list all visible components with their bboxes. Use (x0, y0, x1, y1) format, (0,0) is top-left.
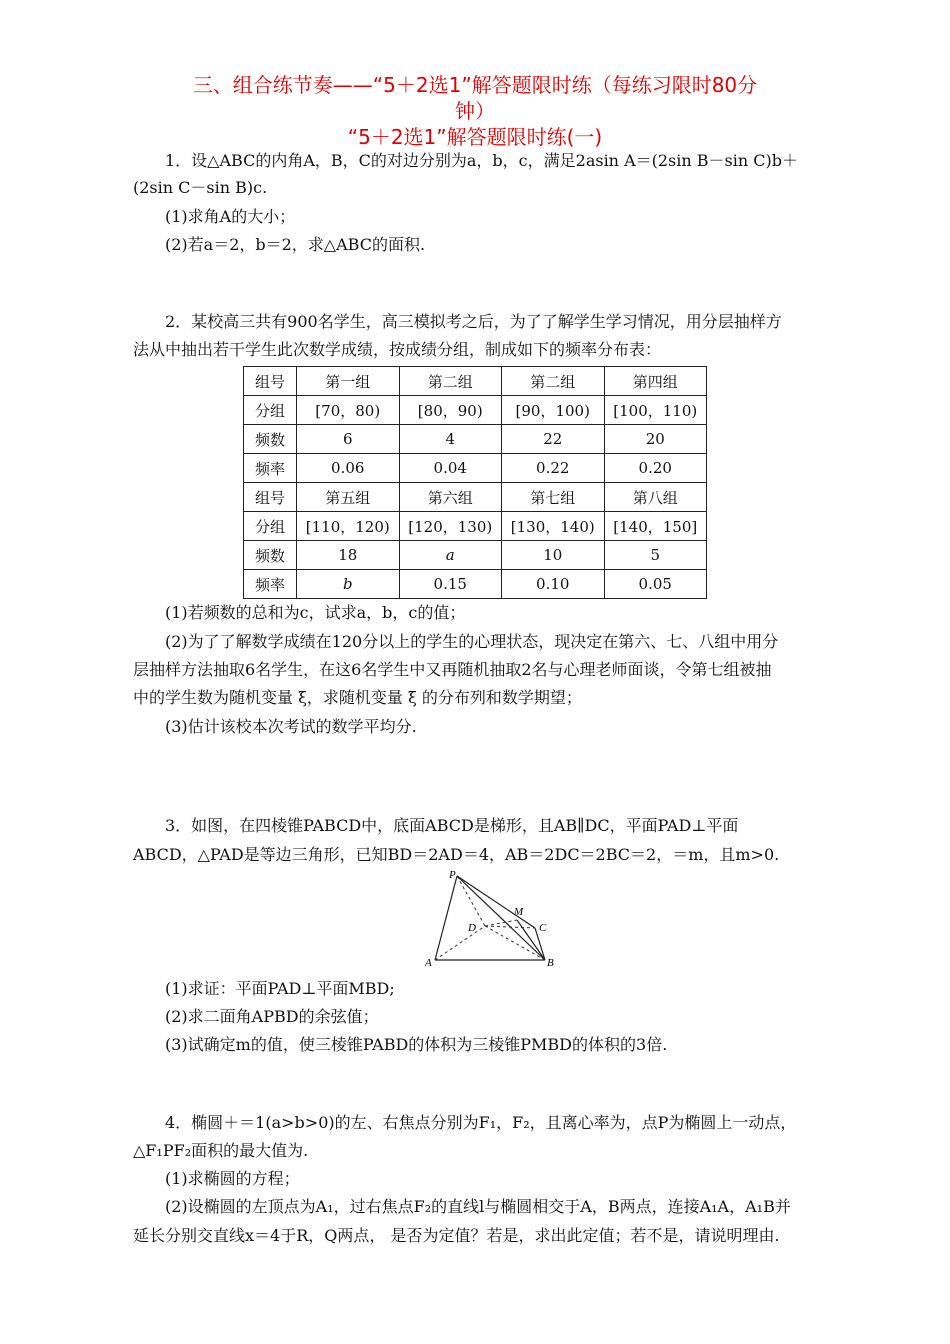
table-row (244, 367, 707, 396)
q2-part3: (3)估计该校本次考试的数学平均分. (165, 717, 417, 736)
table-cell: [110，120) (297, 512, 400, 541)
table-cell: 18 (297, 541, 400, 570)
q1-part1: (1)求角A的大小； (165, 207, 296, 226)
table-cell: 第一组 (297, 367, 400, 396)
frequency-table (243, 366, 707, 599)
pyramid-figure (425, 868, 565, 970)
label-P: P (449, 869, 456, 881)
label-A: A (425, 957, 432, 969)
label-B: B (547, 957, 554, 969)
table-cell: 第四组 (604, 367, 707, 396)
table-cell: 0.10 (502, 570, 605, 599)
q3-part2: (2)求二面角APBD的余弦值； (165, 1007, 379, 1026)
table-cell: 第二组 (502, 367, 605, 396)
q4-part1: (1)求椭圆的方程； (165, 1169, 300, 1188)
q3-part1: (1)求证：平面PAD⊥平面MBD; (165, 979, 395, 998)
table-cell: 0.05 (604, 570, 707, 599)
table-cell: 0.15 (399, 570, 502, 599)
q2-part2-line1: (2)为了了解数学成绩在120分以上的学生的心理状态，现决定在第六、七、八组中用分 (165, 632, 779, 651)
table-row (244, 396, 707, 425)
table-cell: 22 (502, 425, 605, 454)
table-cell: 0.06 (297, 454, 400, 483)
q1-stem-line1: 1．设△ABC的内角A，B，C的对边分别为a，b，c，满足2asin A＝(2sin B－sin C)b＋ (165, 151, 798, 170)
table-cell: 20 (604, 425, 707, 454)
table-row (244, 541, 707, 570)
table-row (244, 512, 707, 541)
q3-part3: (3)试确定m的值，使三棱锥PABD的体积为三棱锥PMBD的体积的3倍. (165, 1035, 668, 1054)
table-cell: 组号 (244, 367, 297, 396)
table-cell: [120，130) (399, 512, 502, 541)
table-cell: 0.22 (502, 454, 605, 483)
table-cell: 0.04 (399, 454, 502, 483)
table-cell: 0.20 (604, 454, 707, 483)
table-row (244, 570, 707, 599)
document-title-line1: 三、组合练节奏——“5＋2选1”解答题限时练（每练习限时80分 (192, 73, 758, 97)
table-cell: [130，140) (502, 512, 605, 541)
table-cell: 5 (604, 541, 707, 570)
document-title-line2: 钟） (455, 99, 495, 123)
table-cell: 6 (297, 425, 400, 454)
q2-part2-line2: 层抽样方法抽取6名学生，在这6名学生中又再随机抽取2名与心理老师面谈，令第七组被抽 (133, 660, 772, 679)
table-cell: b (297, 570, 400, 599)
table-cell: 分组 (244, 396, 297, 425)
table-row (244, 483, 707, 512)
q4-stem-line1: 4．椭圆＋＝1(a>b>0)的左、右焦点分别为F₁，F₂，且离心率为，点P为椭圆上一动点， (165, 1113, 797, 1132)
table-cell: 第七组 (502, 483, 605, 512)
q2-stem-line2: 法从中抽出若干学生此次数学成绩，按成绩分组，制成如下的频率分布表： (133, 340, 662, 359)
table-cell: 第八组 (604, 483, 707, 512)
label-D: D (468, 922, 476, 934)
table-row (244, 425, 707, 454)
table-cell: 10 (502, 541, 605, 570)
table-cell: [70，80) (297, 396, 400, 425)
table-cell: [90，100) (502, 396, 605, 425)
q2-stem-line1: 2．某校高三共有900名学生，高三模拟考之后，为了了解学生学习情况，用分层抽样方 (165, 312, 782, 331)
table-cell: a (399, 541, 502, 570)
table-cell: 组号 (244, 483, 297, 512)
table-cell: 第六组 (399, 483, 502, 512)
q1-stem-line2: (2sin C－sin B)c. (133, 178, 268, 197)
q2-part1: (1)若频数的总和为c，试求a，b，c的值； (165, 603, 466, 622)
label-C: C (539, 922, 547, 934)
document-subtitle: “5＋2选1”解答题限时练(一) (347, 125, 603, 149)
table-cell: 4 (399, 425, 502, 454)
q3-stem-line1: 3．如图，在四棱锥PABCD中，底面ABCD是梯形，且AB∥DC，平面PAD⊥平面 (165, 816, 739, 835)
table-cell: [140，150] (604, 512, 707, 541)
label-M: M (514, 906, 524, 918)
q4-stem-line2: △F₁PF₂面积的最大值为. (133, 1141, 309, 1160)
table-cell: 分组 (244, 512, 297, 541)
table-cell: 频数 (244, 425, 297, 454)
q4-part2-line1: (2)设椭圆的左顶点为A₁，过右焦点F₂的直线l与椭圆相交于A，B两点，连接A₁A，A₁B并 (165, 1197, 791, 1216)
table-cell: 第二组 (399, 367, 502, 396)
table-row (244, 454, 707, 483)
table-cell: 第五组 (297, 483, 400, 512)
table-cell: 频数 (244, 541, 297, 570)
table-cell: 频率 (244, 570, 297, 599)
table-cell: 频率 (244, 454, 297, 483)
q1-part2: (2)若a＝2，b＝2，求△ABC的面积. (165, 235, 426, 254)
q4-part2-line2: 延长分别交直线x＝4于R，Q两点， 是否为定值？若是，求出此定值；若不是，请说明理由. (133, 1226, 780, 1245)
q2-part2-line3: 中的学生数为随机变量 ξ，求随机变量 ξ 的分布列和数学期望； (133, 688, 582, 707)
q3-stem-line2: ABCD，△PAD是等边三角形，已知BD＝2AD＝4，AB＝2DC＝2BC＝2，＝m，且m>0. (133, 845, 780, 864)
table-cell: [80，90) (399, 396, 502, 425)
table-cell: [100，110) (604, 396, 707, 425)
